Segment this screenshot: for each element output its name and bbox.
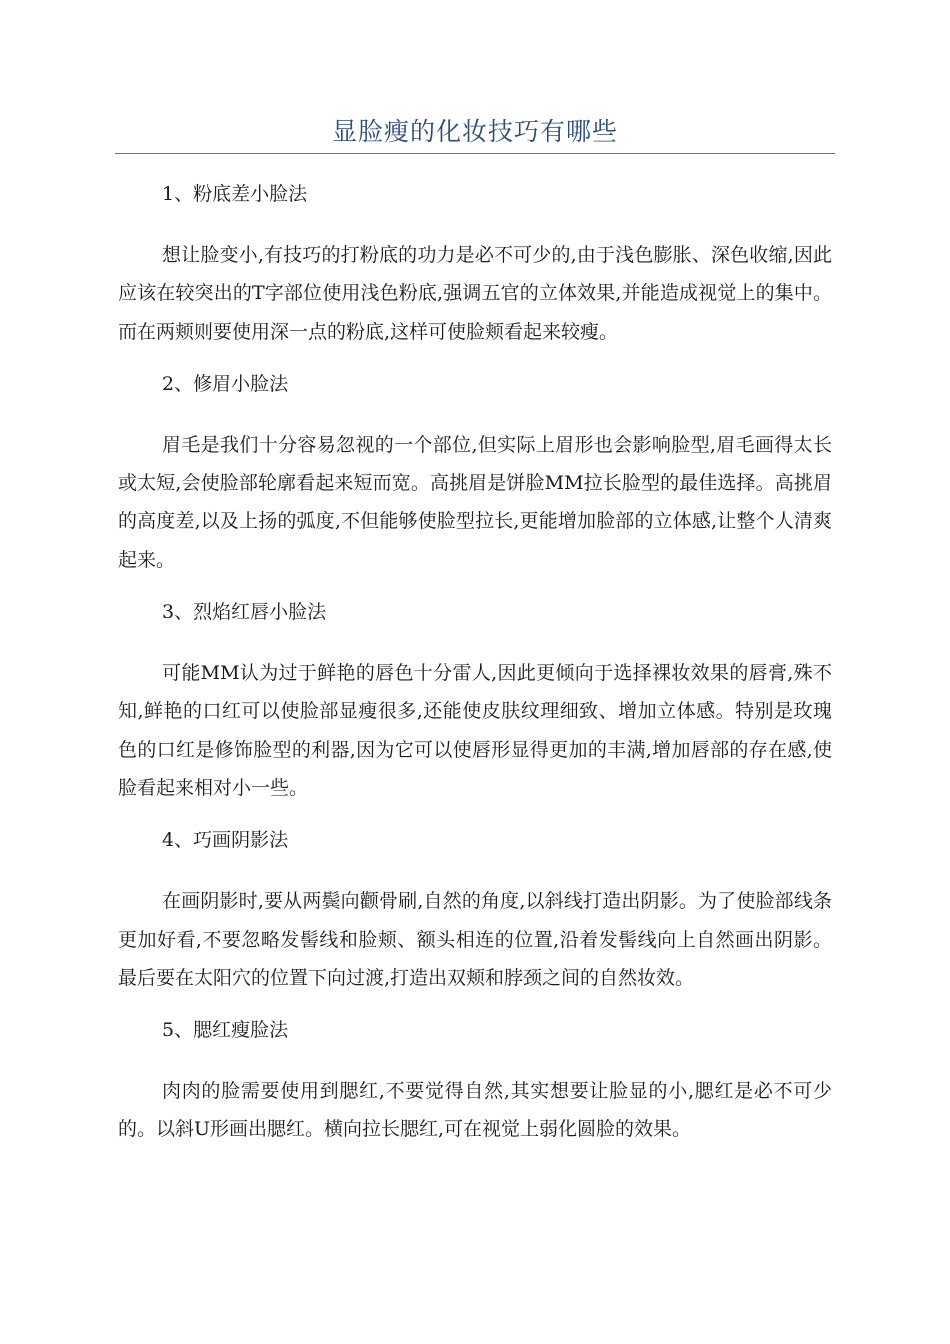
document-body — [118, 174, 832, 1149]
title-underline — [115, 153, 835, 154]
section-paragraph-4: 在画阴影时,要从两鬓向颧骨刷,自然的角度,以斜线打造出阴影。为了使脸部线条更加好看,不要忽略发髻线和脸颊、额头相连的位置,沿着发髻线向上自然画出阴影。最后要在太阳穴的位置下向过渡,打造出双颊和脖颈之间的自然妆效。 — [118, 890, 832, 989]
section-paragraph-5: 肉肉的脸需要使用到腮红,不要觉得自然,其实想要让脸显的小,腮红是必不可少的。以斜U形画出腮红。横向拉长腮红,可在视觉上弱化圆脸的效果。 — [118, 1080, 832, 1141]
section-heading-5: 5、腮红瘦脸法 — [162, 1019, 289, 1042]
section-paragraph-2: 眉毛是我们十分容易忽视的一个部位,但实际上眉形也会影响脸型,眉毛画得太长或太短,会使脸部轮廓看起来短而宽。高挑眉是饼脸MM拉长脸型的最佳选择。高挑眉的高度差,以及上扬的弧度,不但能够使脸型拉长,更能增加脸部的立体感,让整个人清爽起来。 — [118, 433, 832, 571]
section-heading-2: 2、修眉小脸法 — [162, 372, 289, 395]
section-paragraph-3: 可能MM认为过于鲜艳的唇色十分雷人,因此更倾向于选择裸妆效果的唇膏,殊不知,鲜艳的口红可以使脸部显瘦很多,还能使皮肤纹理细致、增加立体感。特别是玫瑰色的口红是修饰脸型的利器,因为它可以使唇形显得更加的丰满,增加唇部的存在感,使脸看起来相对小一些。 — [118, 662, 832, 799]
section-heading-3: 3、烈焰红唇小脸法 — [162, 601, 327, 624]
page-title: 显脸瘦的化妆技巧有哪些 — [331, 117, 618, 146]
section-heading-4: 4、巧画阴影法 — [162, 829, 289, 852]
section-heading-1: 1、粉底差小脸法 — [162, 183, 308, 205]
section-paragraph-1: 想让脸变小,有技巧的打粉底的功力是必不可少的,由于浅色膨胀、深色收缩,因此应该在较突出的T字部位使用浅色粉底,强调五官的立体效果,并能造成视觉上的集中。而在两颊则要使用深一点的粉底,这样可使脸颊看起来较瘦。 — [118, 244, 832, 343]
